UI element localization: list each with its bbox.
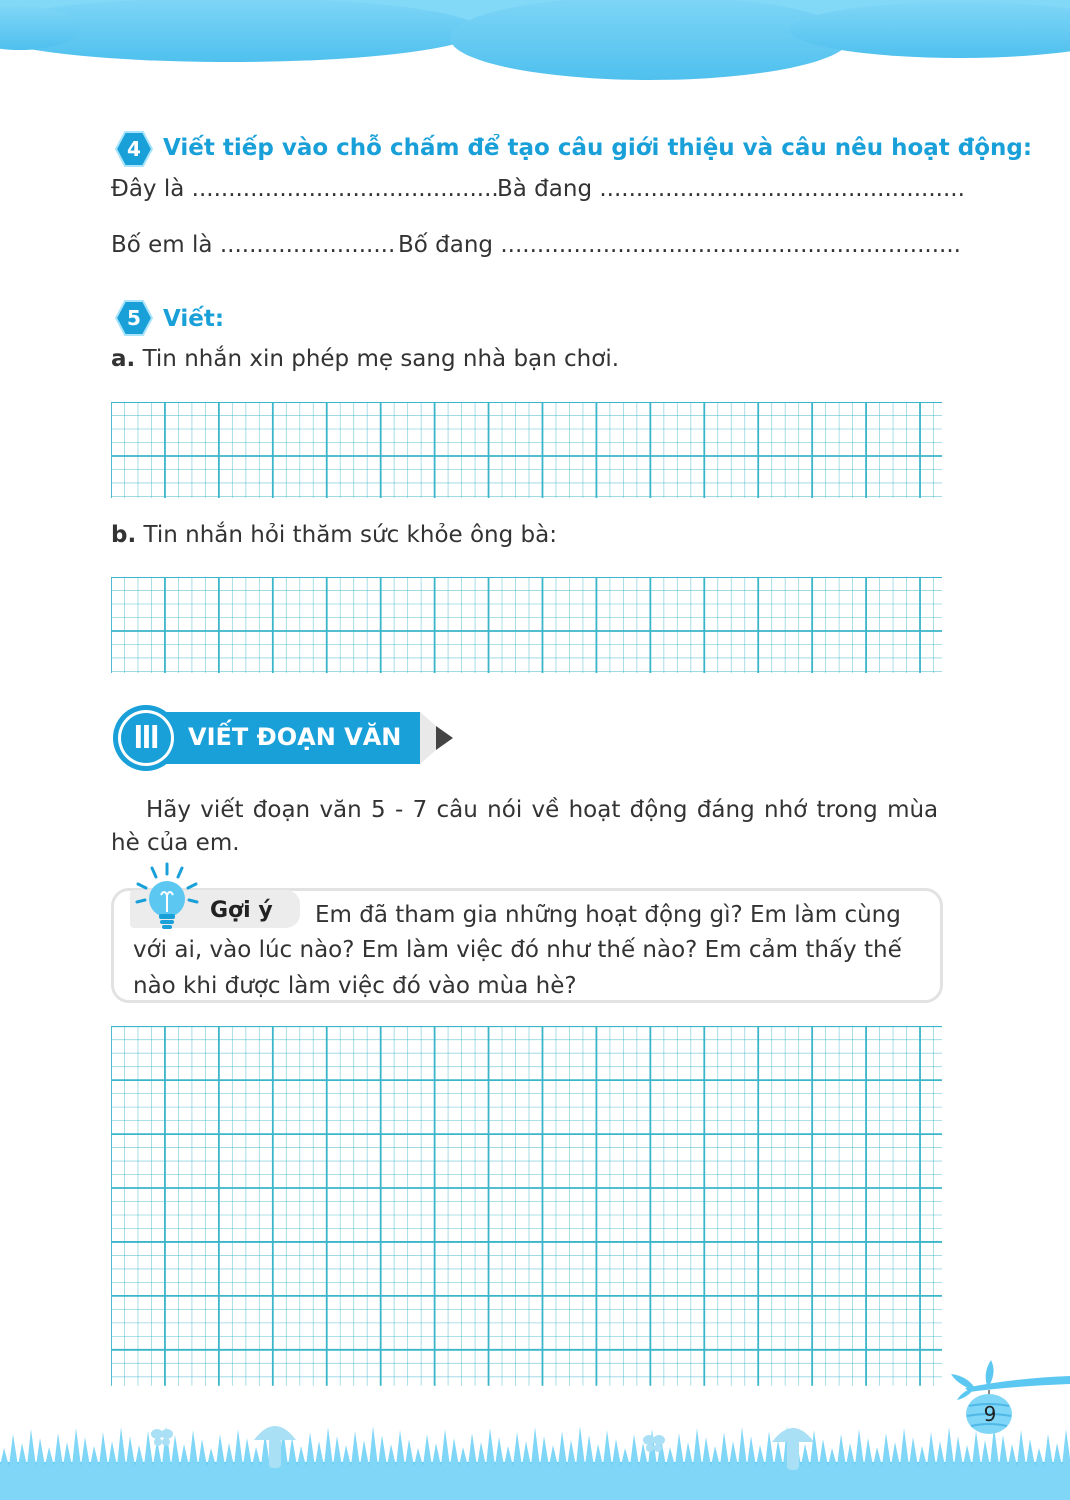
hint-label: Gợi ý <box>210 898 273 923</box>
task-5-title: Viết: <box>163 306 225 332</box>
writing-grid-a[interactable] <box>111 402 942 499</box>
sky-clouds-decoration <box>0 0 1070 90</box>
section-3-prompt-line-2: hè của em. <box>111 830 240 856</box>
butterfly-icon <box>150 1426 174 1448</box>
branch-beehive-decoration <box>945 1350 1070 1440</box>
task-4-number: 4 <box>127 137 141 161</box>
section-3-prompt-line-1: Hãy viết đoạn văn 5 - 7 câu nói về hoạt động đáng nhớ trong mùa <box>146 797 939 823</box>
task-4-line-1-a: Đây là .......................................... <box>111 176 499 202</box>
task-5-number-badge <box>115 300 153 336</box>
task-4-line-1-b: Bà đang .................................................. <box>497 176 965 202</box>
writing-grid-paragraph[interactable] <box>111 1026 942 1386</box>
page-number: 9 <box>983 1402 997 1426</box>
task-4-line-2-b: Bố đang ............................................................... <box>398 232 961 258</box>
task-5-b <box>111 522 557 548</box>
hint-line-1: Em đã tham gia những hoạt động gì? Em làm cùng <box>315 902 901 928</box>
lightbulb-icon <box>132 862 202 936</box>
task-5-b-label: b. <box>111 522 137 548</box>
section-3-numeral: III <box>133 718 159 755</box>
mushroom-icon <box>770 1420 816 1474</box>
task-4-line-2-a: Bố em là ........................ <box>111 232 396 258</box>
mushroom-icon <box>252 1418 298 1472</box>
task-4-title: Viết tiếp vào chỗ chấm để tạo câu giới thiệu và câu nêu hoạt động: <box>163 135 1033 161</box>
writing-grid-b[interactable] <box>111 577 942 674</box>
task-5-a <box>111 346 619 372</box>
task-5-b-text: Tin nhắn hỏi thăm sức khỏe ông bà: <box>143 522 557 548</box>
task-5-a-text: Tin nhắn xin phép mẹ sang nhà bạn chơi. <box>142 346 620 372</box>
section-3-title: VIẾT ĐOẠN VĂN <box>188 723 402 751</box>
task-5-number: 5 <box>127 306 141 330</box>
hint-line-3: nào khi được làm việc đó vào mùa hè? <box>133 973 577 999</box>
task-5-a-label: a. <box>111 346 136 372</box>
hint-line-2: với ai, vào lúc nào? Em làm việc đó như thế nào? Em cảm thấy thế <box>133 937 902 963</box>
grass-decoration <box>0 1400 1070 1500</box>
task-4-number-badge <box>115 131 153 167</box>
butterfly-icon <box>642 1432 666 1454</box>
